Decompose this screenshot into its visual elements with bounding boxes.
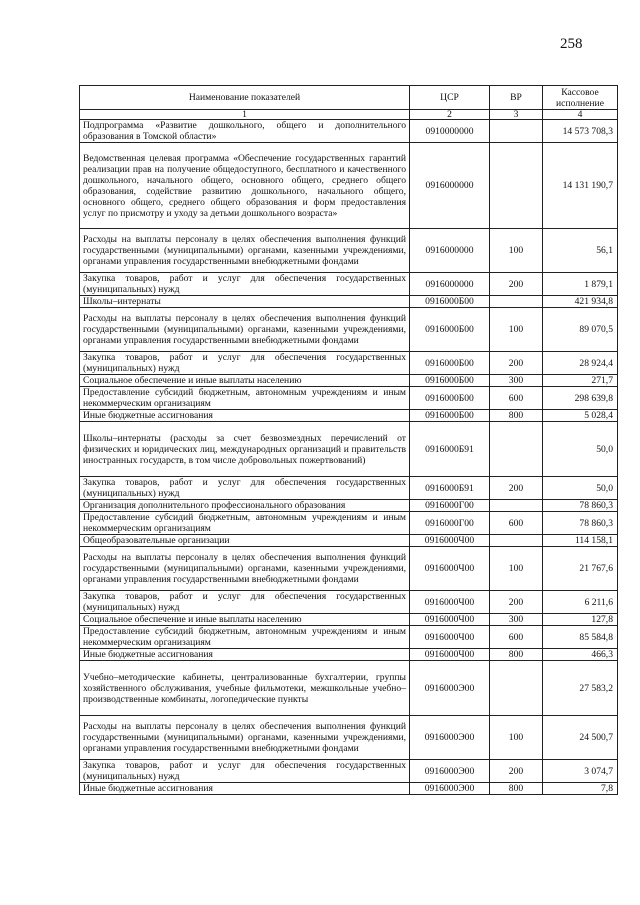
table-row: [80, 760, 618, 783]
vr-code-cell: 600: [490, 387, 543, 410]
table-row: [80, 120, 618, 143]
csr-code-cell: 0916000Ч00: [410, 649, 490, 661]
csr-code-cell: 0916000Ч00: [410, 535, 490, 547]
indicator-name-cell: Предоставление субсидий бюджетным, автономным учреждениям и иным некоммерческим организациям: [80, 512, 410, 535]
vr-code-cell: 200: [490, 760, 543, 783]
cash-execution-cell: 78 860,3: [543, 512, 618, 535]
table-row: [80, 410, 618, 422]
csr-code-cell: 0916000Э00: [410, 760, 490, 783]
vr-code-cell: 200: [490, 591, 543, 614]
page-number: 258: [560, 36, 583, 52]
cash-execution-cell: 421 934,8: [543, 296, 618, 308]
csr-code-cell: 0916000Ч00: [410, 547, 490, 591]
indicator-name-cell: Школы–интернаты: [80, 296, 410, 308]
csr-code-cell: 0916000Б00: [410, 387, 490, 410]
indicator-name-cell: Закупка товаров, работ и услуг для обеспечения государственных (муниципальных) нужд: [80, 760, 410, 783]
indicator-name-cell: Закупка товаров, работ и услуг для обеспечения государственных (муниципальных) нужд: [80, 273, 410, 296]
table-row: [80, 500, 618, 512]
column-number: 3: [490, 110, 543, 120]
vr-code-cell: 600: [490, 512, 543, 535]
indicator-name-cell: Расходы на выплаты персоналу в целях обеспечения выполнения функций государственными (муниципальными) органами, казенными учреждениями, органами управления государственными внебюджетными фондами: [80, 308, 410, 352]
vr-code-cell: [490, 422, 543, 477]
table-row: [80, 512, 618, 535]
csr-code-cell: 0916000Г00: [410, 512, 490, 535]
indicator-name-cell: Закупка товаров, работ и услуг для обеспечения государственных (муниципальных) нужд: [80, 352, 410, 375]
csr-code-cell: 0916000Б00: [410, 296, 490, 308]
table-row: [80, 422, 618, 477]
csr-code-cell: 0916000000: [410, 229, 490, 273]
column-number: 1: [80, 110, 410, 120]
vr-code-cell: [490, 143, 543, 229]
table-row: [80, 308, 618, 352]
cash-execution-cell: 89 070,5: [543, 308, 618, 352]
table-row: [80, 614, 618, 626]
cash-execution-cell: 56,1: [543, 229, 618, 273]
csr-code-cell: 0916000Ч00: [410, 614, 490, 626]
cash-execution-cell: 114 158,1: [543, 535, 618, 547]
table-row: [80, 229, 618, 273]
table-row: [80, 477, 618, 500]
csr-code-cell: 0916000Б00: [410, 410, 490, 422]
vr-code-cell: 800: [490, 783, 543, 795]
budget-execution-table: [79, 85, 618, 795]
table-row: [80, 143, 618, 229]
header-cash-execution: Кассовое исполнение: [543, 86, 618, 110]
vr-code-cell: 200: [490, 273, 543, 296]
table-row: [80, 547, 618, 591]
cash-execution-cell: 271,7: [543, 375, 618, 387]
cash-execution-cell: 50,0: [543, 477, 618, 500]
indicator-name-cell: Расходы на выплаты персоналу в целях обеспечения выполнения функций государственными (муниципальными) органами, казенными учреждениями, органами управления государственными внебюджетными фондами: [80, 229, 410, 273]
table-header-row: [80, 86, 618, 110]
csr-code-cell: 0916000Э00: [410, 661, 490, 716]
csr-code-cell: 0916000Б00: [410, 375, 490, 387]
csr-code-cell: 0916000Ч00: [410, 626, 490, 649]
csr-code-cell: 0916000Э00: [410, 783, 490, 795]
cash-execution-cell: 127,8: [543, 614, 618, 626]
table-row: [80, 783, 618, 795]
vr-code-cell: 100: [490, 308, 543, 352]
indicator-name-cell: Иные бюджетные ассигнования: [80, 783, 410, 795]
cash-execution-cell: 14 573 708,3: [543, 120, 618, 143]
indicator-name-cell: Расходы на выплаты персоналу в целях обеспечения выполнения функций государственными (муниципальными) органами, казенными учреждениями, органами управления государственными внебюджетными фондами: [80, 547, 410, 591]
csr-code-cell: 0916000000: [410, 143, 490, 229]
csr-code-cell: 0910000000: [410, 120, 490, 143]
table-row: [80, 296, 618, 308]
column-number: 2: [410, 110, 490, 120]
indicator-name-cell: Расходы на выплаты персоналу в целях обеспечения выполнения функций государственными (муниципальными) органами, казенными учреждениями, органами управления государственными внебюджетными фондами: [80, 716, 410, 760]
vr-code-cell: 200: [490, 477, 543, 500]
table-body: [80, 120, 618, 795]
vr-code-cell: 300: [490, 614, 543, 626]
indicator-name-cell: Иные бюджетные ассигнования: [80, 649, 410, 661]
vr-code-cell: [490, 500, 543, 512]
vr-code-cell: 100: [490, 229, 543, 273]
cash-execution-cell: 5 028,4: [543, 410, 618, 422]
vr-code-cell: [490, 296, 543, 308]
header-vr: ВР: [490, 86, 543, 110]
indicator-name-cell: Социальное обеспечение и иные выплаты населению: [80, 375, 410, 387]
table-row: [80, 716, 618, 760]
cash-execution-cell: 6 211,6: [543, 591, 618, 614]
cash-execution-cell: 28 924,4: [543, 352, 618, 375]
cash-execution-cell: 24 500,7: [543, 716, 618, 760]
table-row: [80, 352, 618, 375]
cash-execution-cell: 466,3: [543, 649, 618, 661]
cash-execution-cell: 14 131 190,7: [543, 143, 618, 229]
indicator-name-cell: Социальное обеспечение и иные выплаты населению: [80, 614, 410, 626]
vr-code-cell: 800: [490, 410, 543, 422]
cash-execution-cell: 50,0: [543, 422, 618, 477]
table-row: [80, 591, 618, 614]
cash-execution-cell: 7,8: [543, 783, 618, 795]
indicator-name-cell: Организация дополнительного профессионального образования: [80, 500, 410, 512]
table-row: [80, 535, 618, 547]
vr-code-cell: [490, 661, 543, 716]
table-row: [80, 375, 618, 387]
table-row: [80, 661, 618, 716]
indicator-name-cell: Общеобразовательные организации: [80, 535, 410, 547]
indicator-name-cell: Иные бюджетные ассигнования: [80, 410, 410, 422]
table-row: [80, 626, 618, 649]
column-number: 4: [543, 110, 618, 120]
csr-code-cell: 0916000000: [410, 273, 490, 296]
indicator-name-cell: Закупка товаров, работ и услуг для обеспечения государственных (муниципальных) нужд: [80, 591, 410, 614]
column-number-row: [80, 110, 618, 120]
indicator-name-cell: Ведомственная целевая программа «Обеспечение государственных гарантий реализации прав на получение общедоступного, бесплатного и качественного дошкольного, начального общего, основного общего, среднего общего образования, содействие развитию дошкольного, начального общего, основного общего, среднего общего образования и форм предоставления услуг по присмотру и уходу за детьми дошкольного возраста»: [80, 143, 410, 229]
csr-code-cell: 0916000Э00: [410, 716, 490, 760]
cash-execution-cell: 298 639,8: [543, 387, 618, 410]
csr-code-cell: 0916000Г00: [410, 500, 490, 512]
header-csr: ЦСР: [410, 86, 490, 110]
indicator-name-cell: Предоставление субсидий бюджетным, автономным учреждениям и иным некоммерческим организациям: [80, 387, 410, 410]
csr-code-cell: 0916000Б91: [410, 477, 490, 500]
table-row: [80, 273, 618, 296]
vr-code-cell: [490, 535, 543, 547]
cash-execution-cell: 1 879,1: [543, 273, 618, 296]
vr-code-cell: 300: [490, 375, 543, 387]
csr-code-cell: 0916000Б00: [410, 352, 490, 375]
cash-execution-cell: 3 074,7: [543, 760, 618, 783]
indicator-name-cell: Учебно–методические кабинеты, централизованные бухгалтерии, группы хозяйственного обслуживания, учебные фильмотеки, межшкольные учебно–производственные комбинаты, логопедические пункты: [80, 661, 410, 716]
vr-code-cell: 100: [490, 547, 543, 591]
vr-code-cell: 800: [490, 649, 543, 661]
indicator-name-cell: Закупка товаров, работ и услуг для обеспечения государственных (муниципальных) нужд: [80, 477, 410, 500]
indicator-name-cell: Предоставление субсидий бюджетным, автономным учреждениям и иным некоммерческим организациям: [80, 626, 410, 649]
vr-code-cell: [490, 120, 543, 143]
csr-code-cell: 0916000Ч00: [410, 591, 490, 614]
cash-execution-cell: 85 584,8: [543, 626, 618, 649]
cash-execution-cell: 78 860,3: [543, 500, 618, 512]
table-row: [80, 387, 618, 410]
vr-code-cell: 100: [490, 716, 543, 760]
vr-code-cell: 600: [490, 626, 543, 649]
csr-code-cell: 0916000Б91: [410, 422, 490, 477]
indicator-name-cell: Школы–интернаты (расходы за счет безвозмездных перечислений от физических и юридических лиц, международных организаций и правительств иностранных государств, в том числе добровольных пожертвований): [80, 422, 410, 477]
indicator-name-cell: Подпрограмма «Развитие дошкольного, общего и дополнительного образования в Томской области»: [80, 120, 410, 143]
table-row: [80, 649, 618, 661]
cash-execution-cell: 21 767,6: [543, 547, 618, 591]
vr-code-cell: 200: [490, 352, 543, 375]
cash-execution-cell: 27 583,2: [543, 661, 618, 716]
csr-code-cell: 0916000Б00: [410, 308, 490, 352]
header-indicator-name: Наименование показателей: [80, 86, 410, 110]
